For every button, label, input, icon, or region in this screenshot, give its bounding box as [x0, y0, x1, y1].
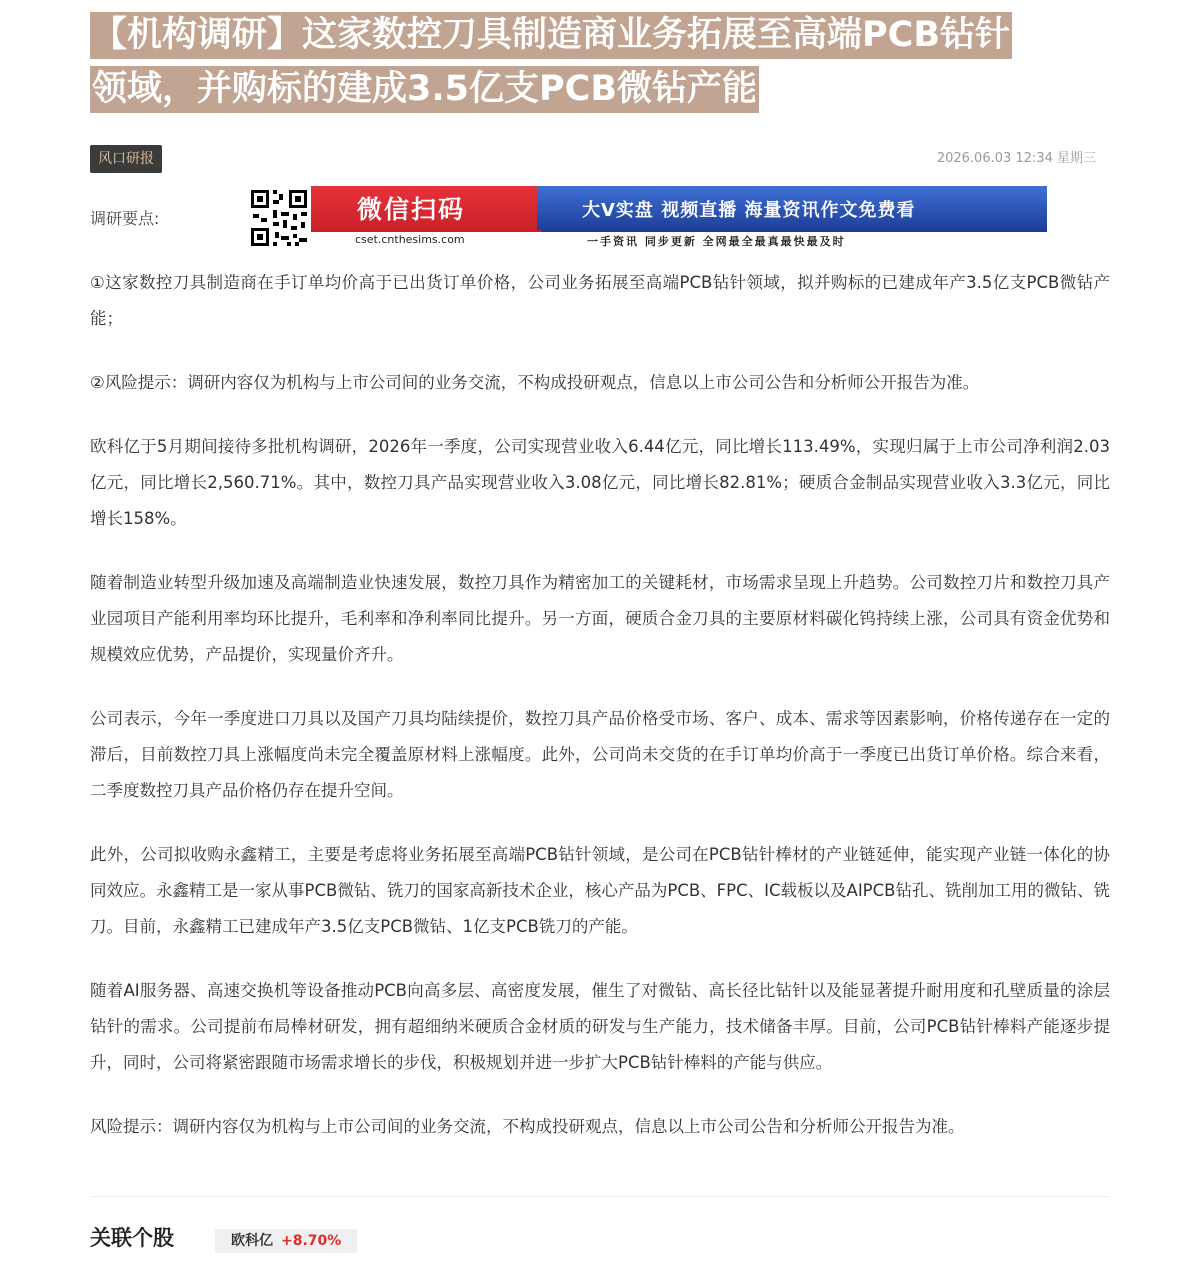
stock-name: 欧科亿 [231, 1233, 273, 1249]
publish-datetime: 2026.06.03 12:34 星期三 [936, 151, 1096, 166]
section-divider [90, 1196, 1110, 1197]
paragraph: 随着AI服务器、高速交换机等设备推动PCB向高多层、高密度发展，催生了对微钻、高长径比钻针以及能显著提升耐用度和孔壁质量的涂层钻针的需求。公司提前布局棒材研发，拥有超细纳米硬质合金材质的研发与生产能力，技术储备丰厚。目前，公司PCB钻针棒料产能逐步提升，同时，公司将紧密跟随市场需求增长的步伐，积极规划并进一步扩大PCB钻针棒料的产能与供应。 [90, 981, 1110, 1072]
article-meta [90, 145, 1110, 173]
paragraph: 此外，公司拟收购永鑫精工，主要是考虑将业务拓展至高端PCB钻针领域，是公司在PCB钻针棒材的产业链延伸，能实现产业链一体化的协同效应。永鑫精工是一家从事PCB微钻、铣刀的国家高新技术企业，核心产品为PCB、FPC、IC载板以及AIPCB钻孔、铣削加工用的微钻、铣刀。目前，永鑫精工已建成年产3.5亿支PCB微钻、1亿支PCB铣刀的产能。 [90, 845, 1110, 936]
paragraph: 随着制造业转型升级加速及高端制造业快速发展，数控刀具作为精密加工的关键耗材，市场需求呈现上升趋势。公司数控刀片和数控刀具产业园项目产能利用率均环比提升，毛利率和净利率同比提升。另一方面，硬质合金刀具的主要原材料碳化钨持续上涨，公司具有资金优势和规模效应优势，产品提价，实现量价齐升。 [90, 573, 1110, 664]
related-stocks [90, 1222, 1110, 1254]
banner-headline: 微信扫码 [357, 195, 466, 224]
qr-code-icon [247, 186, 311, 250]
stock-chip[interactable] [215, 1229, 357, 1253]
article-body [90, 265, 1110, 1173]
paragraph: 风险提示：调研内容仅为机构与上市公司间的业务交流，不构成投研观点，信息以上市公司公告和分析师公开报告为准。 [90, 1117, 965, 1136]
key-points-label: 调研要点: [90, 209, 160, 228]
stock-change: +8.70% [281, 1233, 342, 1249]
promo-banner[interactable] [247, 186, 1047, 250]
paragraph: ①这家数控刀具制造商在手订单均价高于已出货订单价格，公司业务拓展至高端PCB钻针领域，拟并购标的已建成年产3.5亿支PCB微钻产能； [90, 273, 1110, 328]
banner-subline: 一手资讯 同步更新 全网最全最真最快最及时 [587, 235, 846, 248]
paragraph: 欧科亿于5月期间接待多批机构调研，2026年一季度，公司实现营业收入6.44亿元，同比增长113.49%，实现归属于上市公司净利润2.03亿元，同比增长2,560.71%。其中，数控刀具产品实现营业收入3.08亿元，同比增长82.81%；硬质合金制品实现营业收入3.3亿元，同比增长158%。 [90, 437, 1110, 528]
banner-slogan: 大V实盘 视频直播 海量资讯作文免费看 [582, 200, 916, 221]
paragraph: 公司表示，今年一季度进口刀具以及国产刀具均陆续提价，数控刀具产品价格受市场、客户、成本、需求等因素影响，价格传递存在一定的滞后，目前数控刀具上涨幅度尚未完全覆盖原材料上涨幅度。此外，公司尚未交货的在手订单均价高于一季度已出货订单价格。综合来看，二季度数控刀具产品价格仍存在提升空间。 [90, 709, 1110, 800]
article-title-line: 【机构调研】这家数控刀具制造商业务拓展至高端PCB钻针 [90, 12, 1012, 59]
article-title [90, 12, 1110, 120]
article-title-line: 领域，并购标的建成3.5亿支PCB微钻产能 [90, 66, 759, 113]
banner-url[interactable]: cset.cnthesims.com [355, 233, 465, 246]
column-tag[interactable]: 风口研报 [90, 145, 162, 173]
paragraph: ②风险提示：调研内容仅为机构与上市公司间的业务交流，不构成投研观点，信息以上市公司公告和分析师公开报告为准。 [90, 373, 980, 392]
related-stocks-title: 关联个股 [90, 1226, 174, 1250]
